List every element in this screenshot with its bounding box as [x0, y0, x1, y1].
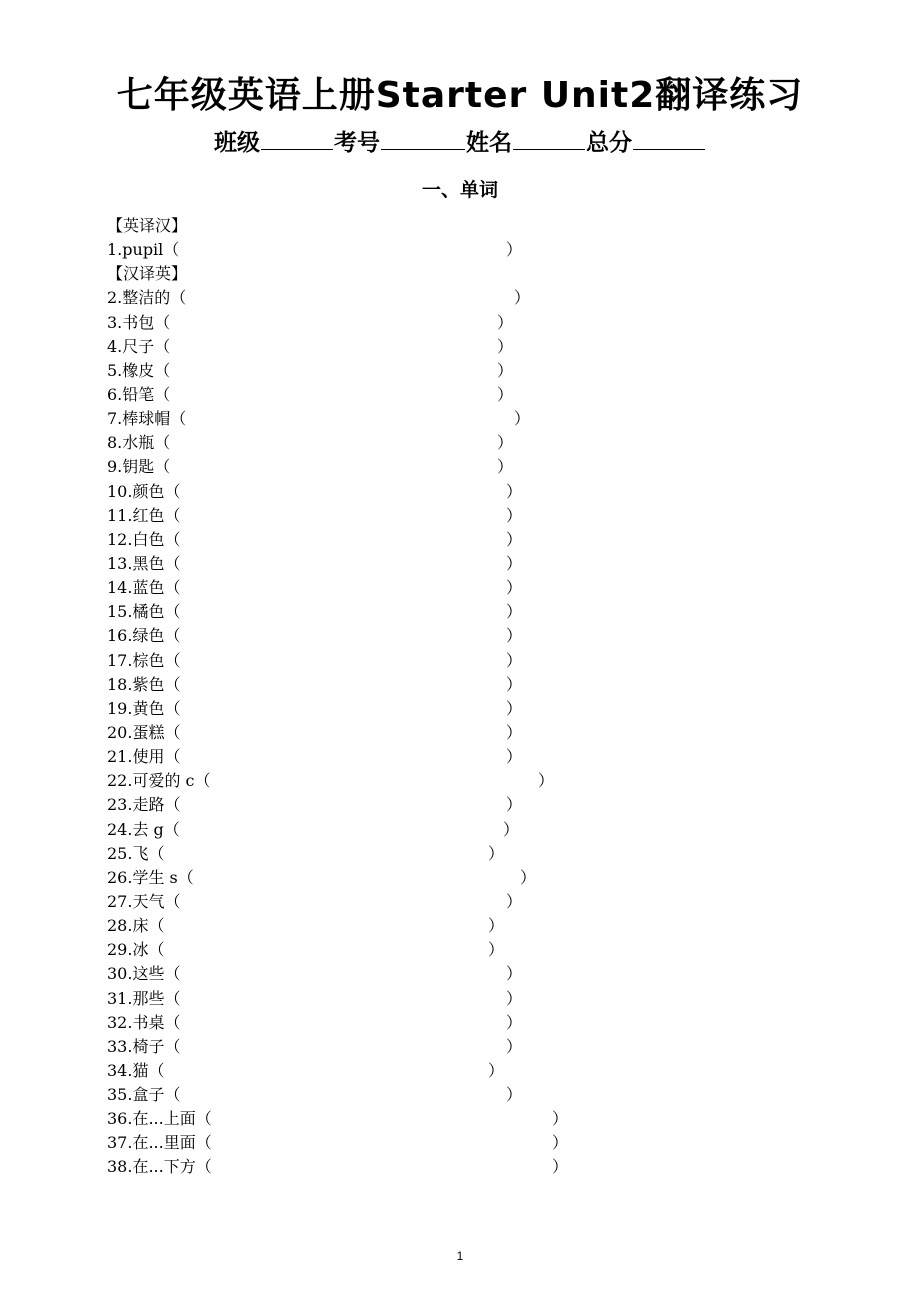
answer-blank-close-paren: ）: [497, 433, 514, 453]
answer-blank-close-paren: ）: [497, 312, 514, 332]
answer-blank-close-paren: ）: [497, 457, 514, 477]
answer-blank-close-paren: ）: [497, 360, 514, 380]
answer-blank-close-paren: ）: [506, 602, 523, 622]
answer-blank-close-paren: ）: [506, 529, 523, 549]
exercise-item-label: 3.书包（: [107, 312, 171, 332]
exercise-item[interactable]: [107, 1035, 523, 1059]
exercise-item-label: 19.黄色（: [107, 698, 181, 718]
exercise-item-label: 30.这些（: [107, 964, 181, 984]
exercise-item[interactable]: [107, 721, 523, 745]
exercise-item[interactable]: [107, 383, 514, 407]
answer-blank-close-paren: ）: [552, 1157, 569, 1177]
exercise-item[interactable]: [107, 407, 531, 431]
answer-blank-close-paren: ）: [506, 578, 523, 598]
exercise-item-label: 25.飞（: [107, 843, 165, 863]
exercise-item[interactable]: [107, 987, 523, 1011]
class-label: 班级: [214, 130, 260, 156]
exercise-item[interactable]: [107, 1059, 505, 1083]
exercise-item[interactable]: [107, 890, 523, 914]
exercise-item-label: 4.尺子（: [107, 336, 171, 356]
answer-blank-close-paren: ）: [506, 1036, 523, 1056]
exercise-item[interactable]: [107, 504, 523, 528]
exercise-item[interactable]: [107, 866, 537, 890]
exercise-item[interactable]: [107, 311, 514, 335]
answer-blank-close-paren: ）: [538, 771, 555, 791]
exercise-item-label: 5.橡皮（: [107, 360, 171, 380]
exercise-item[interactable]: [107, 673, 523, 697]
answer-blank-close-paren: ）: [497, 336, 514, 356]
exercise-item[interactable]: [107, 842, 505, 866]
exercise-item[interactable]: [107, 455, 514, 479]
exercise-item-label: 34.猫（: [107, 1060, 165, 1080]
exercise-item-label: 28.床（: [107, 916, 165, 936]
answer-blank-close-paren: ）: [506, 674, 523, 694]
exercise-item-label: 32.书桌（: [107, 1012, 181, 1032]
group-heading-en-zh: 【英译汉】: [107, 216, 188, 235]
exercise-item[interactable]: [107, 600, 523, 624]
answer-blank-close-paren: ）: [506, 747, 523, 767]
answer-blank-close-paren: ）: [488, 940, 505, 960]
exercise-item[interactable]: [107, 769, 555, 793]
name-blank[interactable]: [513, 127, 585, 150]
exercise-item[interactable]: [107, 238, 523, 262]
exam-number-blank[interactable]: [381, 127, 465, 150]
exercise-item-label: 9.钥匙（: [107, 457, 171, 477]
answer-blank-close-paren: ）: [506, 722, 523, 742]
exercise-item[interactable]: [107, 649, 523, 673]
answer-blank-close-paren: ）: [520, 867, 537, 887]
answer-blank-close-paren: ）: [506, 964, 523, 984]
exercise-item-label: 20.蛋糕（: [107, 722, 181, 742]
answer-blank-close-paren: ）: [506, 795, 523, 815]
exercise-list: [107, 214, 569, 1180]
exercise-item-label: 18.紫色（: [107, 674, 181, 694]
exercise-item-label: 6.铅笔（: [107, 384, 171, 404]
answer-blank-close-paren: ）: [506, 1012, 523, 1032]
answer-blank-close-paren: ）: [488, 843, 505, 863]
class-blank[interactable]: [261, 127, 333, 150]
answer-blank-close-paren: ）: [506, 481, 523, 501]
exercise-item-label: 38.在...下方（: [107, 1157, 212, 1177]
exercise-item-label: 35.盒子（: [107, 1085, 181, 1105]
score-blank[interactable]: [633, 127, 705, 150]
exercise-item[interactable]: [107, 576, 523, 600]
answer-blank-close-paren: ）: [506, 505, 523, 525]
exercise-item[interactable]: [107, 818, 520, 842]
answer-blank-close-paren: ）: [506, 626, 523, 646]
exercise-item-label: 31.那些（: [107, 988, 181, 1008]
exercise-item-label: 7.棒球帽（: [107, 409, 187, 429]
worksheet-title: 七年级英语上册Starter Unit2翻译练习: [116, 75, 804, 116]
answer-blank-close-paren: ）: [506, 698, 523, 718]
exercise-item[interactable]: [107, 286, 531, 310]
exercise-item-label: 26.学生 s（: [107, 867, 194, 887]
exercise-item[interactable]: [107, 1155, 569, 1179]
answer-blank-close-paren: ）: [506, 1085, 523, 1105]
exercise-item-label: 27.天气（: [107, 891, 181, 911]
exercise-item[interactable]: [107, 624, 523, 648]
exercise-item-label: 33.椅子（: [107, 1036, 181, 1056]
exercise-item[interactable]: [107, 697, 523, 721]
exercise-item-label: 14.蓝色（: [107, 578, 181, 598]
exercise-item-label: 16.绿色（: [107, 626, 181, 646]
answer-blank-close-paren: ）: [488, 1060, 505, 1080]
answer-blank-close-paren: ）: [488, 916, 505, 936]
exercise-item[interactable]: [107, 1083, 523, 1107]
exercise-item[interactable]: [107, 1107, 569, 1131]
answer-blank-close-paren: ）: [552, 1133, 569, 1153]
group-en-zh: [107, 238, 523, 262]
exercise-item[interactable]: [107, 1011, 523, 1035]
exercise-item-label: 11.红色（: [107, 505, 181, 525]
answer-blank-close-paren: ）: [506, 891, 523, 911]
exercise-item-label: 23.走路（: [107, 795, 181, 815]
exercise-item[interactable]: [107, 962, 523, 986]
exercise-item-label: 29.冰（: [107, 940, 165, 960]
exam-number-label: 考号: [334, 130, 380, 156]
answer-blank-close-paren: ）: [506, 240, 523, 260]
exercise-item-label: 17.棕色（: [107, 650, 181, 670]
exercise-item[interactable]: [107, 359, 514, 383]
exercise-item[interactable]: [107, 528, 523, 552]
answer-blank-close-paren: ）: [497, 384, 514, 404]
exercise-item[interactable]: [107, 793, 523, 817]
answer-blank-close-paren: ）: [552, 1109, 569, 1129]
exercise-item[interactable]: [107, 335, 514, 359]
student-info-line: [0, 126, 920, 160]
answer-blank-close-paren: ）: [506, 553, 523, 573]
exercise-item-label: 37.在...里面（: [107, 1133, 212, 1153]
exercise-item[interactable]: [107, 552, 523, 576]
answer-blank-close-paren: ）: [506, 988, 523, 1008]
page-number: 1: [456, 1249, 464, 1263]
exercise-item-label: 15.橘色（: [107, 602, 181, 622]
section-heading: 一、单词: [421, 179, 498, 201]
exercise-item-label: 10.颜色（: [107, 481, 181, 501]
exercise-item-label: 2.整洁的（: [107, 288, 187, 308]
exercise-item[interactable]: [107, 938, 505, 962]
answer-blank-close-paren: ）: [514, 288, 531, 308]
exercise-item-label: 13.黑色（: [107, 553, 181, 573]
name-label: 姓名: [466, 130, 512, 156]
exercise-item-label: 8.水瓶（: [107, 433, 171, 453]
exercise-item[interactable]: [107, 745, 523, 769]
exercise-item-label: 36.在...上面（: [107, 1109, 212, 1129]
score-label: 总分: [586, 130, 632, 156]
group-zh-en: [107, 286, 569, 1179]
answer-blank-close-paren: ）: [503, 819, 520, 839]
exercise-item[interactable]: [107, 431, 514, 455]
exercise-item-label: 22.可爱的 c（: [107, 771, 211, 791]
group-heading-zh-en: 【汉译英】: [107, 264, 188, 284]
exercise-item-label: 24.去 g（: [107, 819, 180, 839]
exercise-item[interactable]: [107, 914, 505, 938]
exercise-item-label: 21.使用（: [107, 747, 181, 767]
answer-blank-close-paren: ）: [514, 409, 531, 429]
exercise-item[interactable]: [107, 1131, 569, 1155]
answer-blank-close-paren: ）: [506, 650, 523, 670]
exercise-item[interactable]: [107, 480, 523, 504]
exercise-item-label: 1.pupil（: [107, 240, 180, 260]
exercise-item-label: 12.白色（: [107, 529, 181, 549]
